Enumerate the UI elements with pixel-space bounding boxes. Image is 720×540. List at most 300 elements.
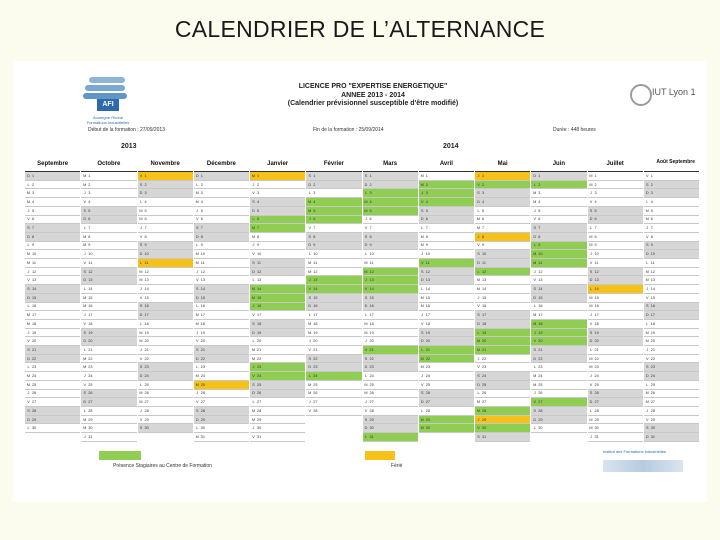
day-cell: S 7	[25, 224, 80, 233]
day-cell: S 22	[363, 355, 418, 364]
day-cell: S 16	[138, 303, 193, 312]
day-cell: V 13	[25, 276, 80, 285]
day-cell: D 23	[363, 363, 418, 372]
day-cell: D 6	[81, 216, 136, 225]
day-cell: S 5	[419, 207, 474, 216]
day-cell: D 6	[419, 216, 474, 225]
day-cell: M 22	[419, 355, 474, 364]
day-cell: M 13	[138, 276, 193, 285]
day-cell: M 6	[644, 216, 699, 225]
day-cell: S 23	[138, 363, 193, 372]
day-cell: M 3	[194, 189, 249, 198]
day-cell: J 19	[25, 329, 80, 338]
day-cell: D 19	[250, 329, 305, 338]
day-cell: D 11	[475, 259, 530, 268]
day-cell: L 26	[475, 390, 530, 399]
day-cell: S 16	[644, 303, 699, 312]
day-cell: M 5	[138, 207, 193, 216]
day-cell: V 11	[419, 259, 474, 268]
day-cell: V 8	[138, 233, 193, 242]
day-cell: M 10	[531, 250, 586, 259]
day-cell: D 23	[306, 363, 361, 372]
day-cell: S 14	[531, 285, 586, 294]
day-cell: S 28	[194, 407, 249, 416]
day-cell: L 18	[138, 320, 193, 329]
day-cell: V 4	[419, 198, 474, 207]
day-cell: V 23	[475, 363, 530, 372]
day-cell: S 19	[419, 329, 474, 338]
day-cell: M 19	[363, 329, 418, 338]
day-cell: L 30	[531, 424, 586, 433]
day-cell: M 14	[250, 285, 305, 294]
day-cell: J 19	[194, 329, 249, 338]
day-cell: D 16	[363, 303, 418, 312]
day-cell: S 8	[363, 233, 418, 242]
start-date: Début de la formation : 27/09/2013	[88, 127, 165, 133]
day-cell: D 2	[306, 181, 361, 190]
day-cell: D 20	[81, 337, 136, 346]
day-cell: V 29	[138, 416, 193, 425]
day-cell: M 7	[475, 224, 530, 233]
day-cell: D 24	[644, 372, 699, 381]
day-cell: S 12	[81, 268, 136, 277]
day-cell: M 3	[25, 189, 80, 198]
day-cell: D 25	[475, 381, 530, 390]
day-cell: M 8	[588, 233, 643, 242]
month-header: Août Septembre	[644, 158, 699, 172]
month-header: Octobre	[81, 158, 136, 172]
day-cell: V 27	[25, 398, 80, 407]
day-cell: M 5	[363, 207, 418, 216]
day-cell: V 8	[644, 233, 699, 242]
day-cell: M 20	[644, 337, 699, 346]
day-cell: S 26	[588, 390, 643, 399]
day-cell: D 27	[588, 398, 643, 407]
day-cell: S 14	[25, 285, 80, 294]
day-cell: J 26	[25, 390, 80, 399]
day-cell: J 26	[531, 390, 586, 399]
day-cell: L 23	[194, 363, 249, 372]
day-cell	[306, 424, 361, 433]
day-cell: J 17	[588, 311, 643, 320]
day-cell: J 24	[588, 372, 643, 381]
calendar-grid	[25, 158, 699, 442]
day-cell: D 8	[25, 233, 80, 242]
day-cell: V 7	[363, 224, 418, 233]
day-cell: M 25	[531, 381, 586, 390]
iut-logo	[628, 81, 698, 111]
day-cell: M 10	[25, 250, 80, 259]
day-cell: J 20	[306, 337, 361, 346]
day-cell: M 18	[363, 320, 418, 329]
day-cell: L 3	[363, 189, 418, 198]
day-cell: M 25	[306, 381, 361, 390]
day-cell: S 21	[25, 346, 80, 355]
day-cell: M 25	[25, 381, 80, 390]
month-column	[138, 158, 193, 442]
day-cell: L 30	[194, 424, 249, 433]
day-cell: L 10	[306, 250, 361, 259]
day-cell: D 26	[250, 390, 305, 399]
day-cell: J 3	[588, 189, 643, 198]
day-cell: V 25	[419, 381, 474, 390]
day-cell: S 12	[588, 268, 643, 277]
day-cell: J 9	[250, 242, 305, 251]
day-cell: M 29	[250, 416, 305, 425]
day-cell: S 31	[475, 433, 530, 442]
day-cell: M 29	[81, 416, 136, 425]
day-cell: M 6	[138, 216, 193, 225]
day-cell: L 28	[419, 407, 474, 416]
day-cell: D 13	[588, 276, 643, 285]
month-column	[644, 158, 699, 442]
day-cell: J 24	[81, 372, 136, 381]
month-column	[25, 158, 80, 442]
day-cell: D 9	[306, 242, 361, 251]
day-cell: M 19	[306, 329, 361, 338]
day-cell: D 24	[138, 372, 193, 381]
day-cell: M 26	[138, 390, 193, 399]
day-cell: V 20	[25, 337, 80, 346]
day-cell: L 12	[475, 268, 530, 277]
day-cell: S 1	[363, 172, 418, 181]
day-cell: J 24	[419, 372, 474, 381]
day-cell: V 21	[363, 346, 418, 355]
day-cell: J 14	[138, 285, 193, 294]
day-cell: L 30	[25, 424, 80, 433]
day-cell: V 15	[644, 294, 699, 303]
day-cell: M 9	[588, 242, 643, 251]
day-cell: V 28	[363, 407, 418, 416]
day-cell: J 10	[588, 250, 643, 259]
afi-logo	[83, 75, 133, 125]
month-header: Juillet	[588, 158, 643, 172]
day-cell: D 20	[588, 337, 643, 346]
day-cell: V 22	[644, 355, 699, 364]
day-cell: V 18	[588, 320, 643, 329]
day-cell: J 21	[138, 346, 193, 355]
day-cell: S 7	[531, 224, 586, 233]
day-cell: M 7	[250, 224, 305, 233]
day-cell: J 6	[363, 216, 418, 225]
day-cell: V 9	[475, 242, 530, 251]
day-cell: D 30	[363, 424, 418, 433]
day-cell: M 11	[25, 259, 80, 268]
day-cell: J 19	[531, 329, 586, 338]
day-cell: L 25	[138, 381, 193, 390]
day-cell: S 9	[644, 242, 699, 251]
day-cell: M 4	[363, 198, 418, 207]
day-cell: L 7	[419, 224, 474, 233]
day-cell: L 11	[644, 259, 699, 268]
day-cell: D 15	[25, 294, 80, 303]
day-cell: M 27	[138, 398, 193, 407]
day-cell: M 30	[588, 424, 643, 433]
day-cell: D 3	[644, 189, 699, 198]
day-cell: L 21	[81, 346, 136, 355]
day-cell: V 15	[138, 294, 193, 303]
day-cell: L 4	[138, 198, 193, 207]
day-cell: D 22	[194, 355, 249, 364]
day-cell: M 2	[419, 181, 474, 190]
day-cell: M 5	[306, 207, 361, 216]
day-cell: D 8	[194, 233, 249, 242]
day-cell: L 17	[363, 311, 418, 320]
day-cell: M 11	[531, 259, 586, 268]
month-header: Février	[306, 158, 361, 172]
day-cell: L 4	[644, 198, 699, 207]
day-cell: S 19	[588, 329, 643, 338]
day-cell: J 22	[475, 355, 530, 364]
day-cell	[306, 416, 361, 425]
day-cell: L 16	[25, 303, 80, 312]
day-cell: V 14	[306, 285, 361, 294]
day-cell: L 7	[588, 224, 643, 233]
day-cell: M 8	[250, 233, 305, 242]
month-column	[250, 158, 305, 442]
day-cell: S 10	[475, 250, 530, 259]
month-header: Mai	[475, 158, 530, 172]
day-cell: M 4	[25, 198, 80, 207]
day-cell: M 21	[475, 346, 530, 355]
day-cell: D 29	[194, 416, 249, 425]
day-cell: J 23	[250, 363, 305, 372]
month-header: Juin	[531, 158, 586, 172]
day-cell: V 14	[363, 285, 418, 294]
day-cell: J 30	[250, 424, 305, 433]
day-cell: J 28	[644, 407, 699, 416]
day-cell: D 17	[138, 311, 193, 320]
day-cell: S 26	[81, 390, 136, 399]
day-cell: L 28	[588, 407, 643, 416]
day-cell: D 29	[531, 416, 586, 425]
day-cell: J 13	[306, 276, 361, 285]
day-cell: J 29	[475, 416, 530, 425]
day-cell: M 25	[363, 381, 418, 390]
day-cell: S 28	[25, 407, 80, 416]
month-column	[363, 158, 418, 442]
day-cell: D 27	[419, 398, 474, 407]
afi-logo-tagline: Auvergne Rhône Formations Industrielles	[86, 115, 130, 125]
day-cell: L 14	[81, 285, 136, 294]
day-cell: L 2	[25, 181, 80, 190]
day-cell	[25, 433, 80, 442]
iut-emblem-icon	[630, 84, 652, 106]
day-cell: M 23	[81, 363, 136, 372]
day-cell: L 16	[194, 303, 249, 312]
month-header: Novembre	[138, 158, 193, 172]
day-cell: V 4	[588, 198, 643, 207]
day-cell: S 2	[644, 181, 699, 190]
day-cell: J 10	[419, 250, 474, 259]
day-cell: V 27	[531, 398, 586, 407]
day-cell: J 2	[250, 181, 305, 190]
day-cell: L 16	[531, 303, 586, 312]
day-cell: D 15	[531, 294, 586, 303]
day-cell: S 3	[475, 189, 530, 198]
legend-orange-swatch	[365, 451, 395, 460]
day-cell: M 8	[419, 233, 474, 242]
day-cell: D 5	[250, 207, 305, 216]
day-cell: J 31	[588, 433, 643, 442]
day-cell: M 4	[531, 198, 586, 207]
day-cell: M 23	[419, 363, 474, 372]
day-cell: D 13	[81, 276, 136, 285]
day-cell: L 27	[250, 398, 305, 407]
day-cell: L 2	[531, 181, 586, 190]
day-cell: M 15	[81, 294, 136, 303]
day-cell: J 20	[363, 337, 418, 346]
day-cell: M 20	[475, 337, 530, 346]
day-cell: S 19	[81, 329, 136, 338]
iut-logo-text: IUT Lyon 1	[652, 87, 696, 97]
day-cell: M 18	[25, 320, 80, 329]
day-cell: M 16	[81, 303, 136, 312]
day-cell: L 11	[138, 259, 193, 268]
day-cell: V 28	[306, 407, 361, 416]
day-cell: L 9	[531, 242, 586, 251]
duration: Durée : 448 heures	[553, 127, 596, 133]
day-cell: M 27	[644, 398, 699, 407]
day-cell: M 12	[306, 268, 361, 277]
day-cell: L 28	[81, 407, 136, 416]
day-cell: M 17	[194, 311, 249, 320]
day-cell: V 16	[475, 303, 530, 312]
day-cell: M 18	[531, 320, 586, 329]
day-cell: S 25	[250, 381, 305, 390]
day-cell: S 15	[363, 294, 418, 303]
day-cell: M 17	[531, 311, 586, 320]
day-cell: S 30	[644, 424, 699, 433]
day-cell: S 30	[138, 424, 193, 433]
day-cell: D 10	[138, 250, 193, 259]
day-cell: J 14	[644, 285, 699, 294]
day-cell: L 14	[588, 285, 643, 294]
day-cell: J 17	[81, 311, 136, 320]
day-cell: M 6	[475, 216, 530, 225]
day-cell: M 4	[306, 198, 361, 207]
day-cell: D 1	[531, 172, 586, 181]
day-cell: V 22	[138, 355, 193, 364]
day-cell: D 17	[644, 311, 699, 320]
day-cell: M 2	[81, 181, 136, 190]
day-cell: L 13	[250, 276, 305, 285]
day-cell: L 21	[588, 346, 643, 355]
day-cell: M 18	[306, 320, 361, 329]
legend-green-swatch	[99, 451, 141, 460]
day-cell: J 16	[250, 303, 305, 312]
day-cell: D 10	[644, 250, 699, 259]
day-cell: M 13	[644, 276, 699, 285]
day-cell: L 17	[306, 311, 361, 320]
legend-green-label: Présence Stagiaires au Centre de Formation	[113, 463, 212, 469]
day-cell: L 6	[250, 216, 305, 225]
month-header: Décembre	[194, 158, 249, 172]
day-cell: D 6	[588, 216, 643, 225]
day-cell: J 17	[419, 311, 474, 320]
day-cell: M 3	[531, 189, 586, 198]
day-cell: V 2	[475, 181, 530, 190]
day-cell: M 31	[194, 433, 249, 442]
month-column	[194, 158, 249, 442]
day-cell: S 5	[81, 207, 136, 216]
day-cell: D 20	[419, 337, 474, 346]
day-cell: J 13	[363, 276, 418, 285]
day-cell: M 15	[588, 294, 643, 303]
day-cell: M 22	[588, 355, 643, 364]
day-cell: M 11	[306, 259, 361, 268]
day-cell: S 24	[475, 372, 530, 381]
day-cell: J 27	[363, 398, 418, 407]
day-cell: M 21	[250, 346, 305, 355]
day-cell	[419, 433, 474, 442]
day-cell: M 25	[194, 381, 249, 390]
month-column	[588, 158, 643, 442]
day-cell	[138, 433, 193, 442]
day-cell: S 26	[419, 390, 474, 399]
month-header: Mars	[363, 158, 418, 172]
day-cell: L 25	[644, 381, 699, 390]
day-cell: M 10	[194, 250, 249, 259]
day-cell: M 14	[475, 285, 530, 294]
day-cell: M 30	[419, 424, 474, 433]
day-cell: D 4	[475, 198, 530, 207]
day-cell: J 5	[25, 207, 80, 216]
day-cell: V 3	[250, 189, 305, 198]
year-2013: 2013	[121, 143, 137, 150]
month-column	[531, 158, 586, 442]
end-date: Fin de la formation : 25/09/2014	[313, 127, 384, 133]
day-cell: D 18	[475, 320, 530, 329]
day-cell: S 22	[306, 355, 361, 364]
day-cell: M 26	[363, 390, 418, 399]
day-cell: V 13	[194, 276, 249, 285]
day-cell: M 17	[25, 311, 80, 320]
day-cell: S 4	[250, 198, 305, 207]
day-cell: M 16	[419, 303, 474, 312]
day-cell: D 13	[419, 276, 474, 285]
day-cell: D 15	[194, 294, 249, 303]
day-cell: V 4	[81, 198, 136, 207]
day-cell: M 23	[588, 363, 643, 372]
day-cell: M 11	[194, 259, 249, 268]
day-cell: M 15	[419, 294, 474, 303]
year-2014: 2014	[443, 143, 459, 150]
day-cell: V 24	[250, 372, 305, 381]
day-cell: J 5	[531, 207, 586, 216]
day-cell: S 21	[194, 346, 249, 355]
day-cell: S 17	[475, 311, 530, 320]
day-cell: S 12	[419, 268, 474, 277]
day-cell: M 28	[475, 407, 530, 416]
day-cell: V 31	[250, 433, 305, 442]
day-cell: L 21	[419, 346, 474, 355]
day-cell: J 26	[194, 390, 249, 399]
day-cell: M 12	[138, 268, 193, 277]
day-cell: D 9	[363, 242, 418, 251]
day-cell: M 11	[363, 259, 418, 268]
day-cell: M 13	[475, 276, 530, 285]
day-cell: M 26	[644, 390, 699, 399]
day-cell: S 23	[644, 363, 699, 372]
day-cell: D 22	[531, 355, 586, 364]
day-cell: M 20	[138, 337, 193, 346]
day-cell: M 16	[588, 303, 643, 312]
day-cell: S 15	[306, 294, 361, 303]
month-header: Avril	[419, 158, 474, 172]
day-cell: L 24	[363, 372, 418, 381]
day-cell: M 22	[250, 355, 305, 364]
